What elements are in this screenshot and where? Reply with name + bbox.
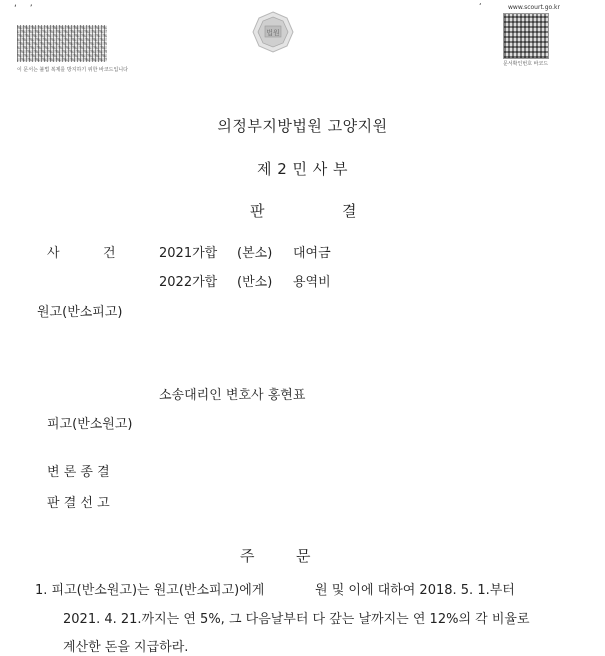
emblem-text: 법원	[266, 29, 280, 37]
ruling-item1-line3: 계산한 돈을 지급하라.	[63, 640, 189, 655]
court-emblem-icon	[252, 11, 294, 53]
case-number-1: 2021가합	[159, 246, 218, 261]
judgment-date-label: 판 결 선 고	[47, 496, 110, 511]
division-name: 제 2 민 사 부	[256, 160, 349, 178]
corner-mark-left	[14, 4, 33, 14]
doc-type-char1: 판	[250, 202, 265, 220]
barcode-caption-left: 이 문서는 불법 복제를 방지하기 위한 바코드입니다	[17, 67, 128, 73]
barcode-left	[17, 25, 107, 62]
case-label-char1: 사	[47, 246, 60, 261]
ruling-title-char1: 주	[240, 547, 255, 565]
ruling-title-char2: 문	[296, 547, 311, 565]
plaintiff-label: 원고(반소피고)	[37, 305, 123, 320]
case-name-1: 대여금	[293, 246, 331, 261]
qr-caption: 문서확인번호 바코드	[503, 61, 549, 67]
case-type-1: (본소)	[237, 246, 273, 261]
defendant-label: 피고(반소원고)	[47, 417, 133, 432]
case-type-2: (반소)	[237, 275, 273, 290]
ruling-item1-line1-b: 원 및 이에 대하여 2018. 5. 1.부터	[315, 583, 515, 598]
case-number-2: 2022가합	[159, 275, 218, 290]
ruling-item1-line1-a: 1. 피고(반소원고)는 원고(반소피고)에게	[35, 583, 265, 598]
corner-mark-right: ‘	[479, 2, 482, 11]
case-label-char2: 건	[103, 246, 116, 261]
site-url: www.scourt.go.kr	[508, 4, 560, 11]
corner-tick-1: ‘	[14, 4, 17, 14]
court-name: 의정부지방법원 고양지원	[217, 117, 388, 135]
attorney: 소송대리인 변호사 홍현표	[159, 388, 306, 403]
ruling-item1-line2: 2021. 4. 21.까지는 연 5%, 그 다음날부터 다 갚는 날까지는 연 12%의 각 비율로	[63, 612, 530, 627]
qr-code	[503, 13, 549, 59]
corner-tick-2: ’	[29, 4, 33, 14]
case-name-2: 용역비	[293, 275, 331, 290]
hearing-end-label: 변 론 종 결	[47, 465, 110, 480]
doc-type-char2: 결	[342, 202, 357, 220]
